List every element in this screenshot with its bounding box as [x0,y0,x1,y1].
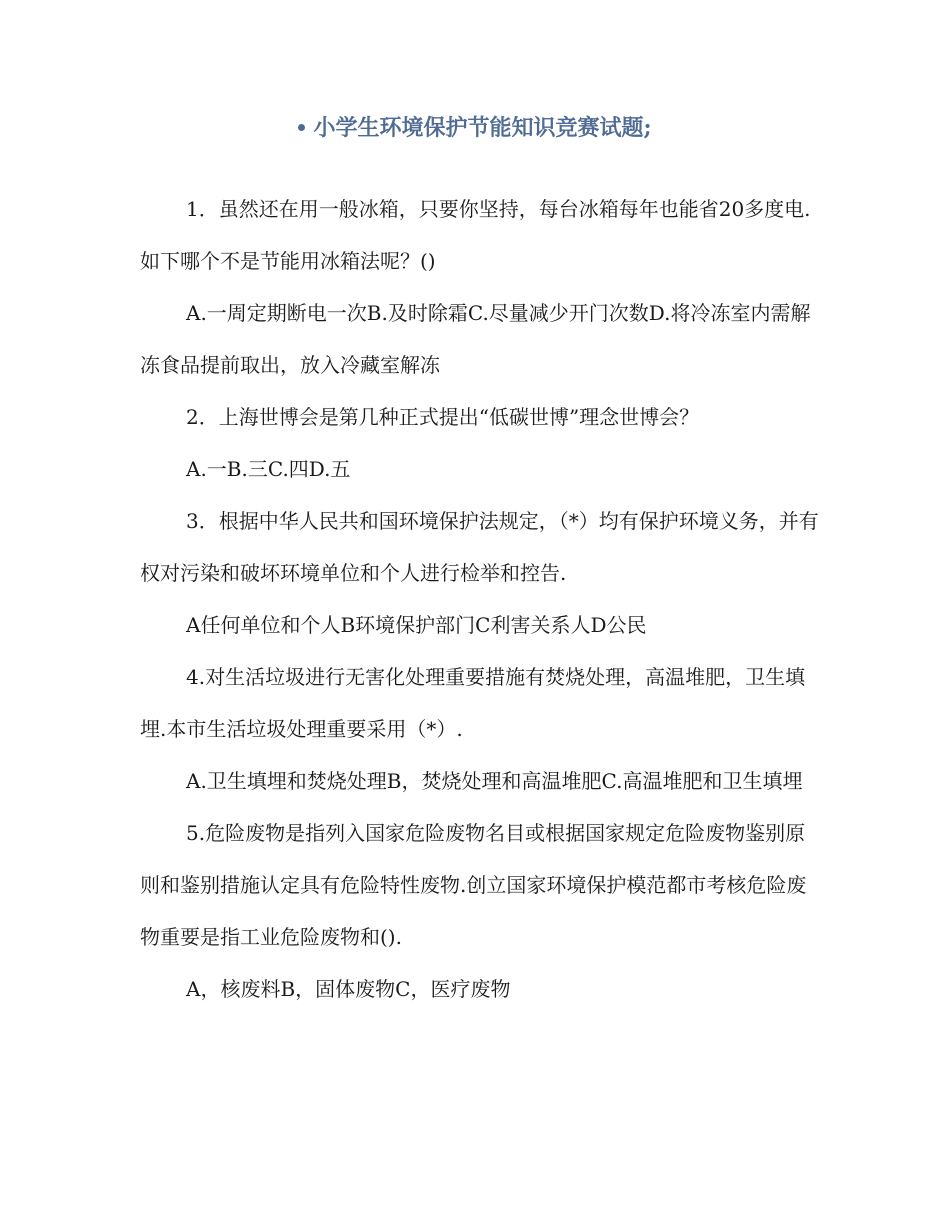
question-4-options: A.卫生填埋和焚烧处理B，焚烧处理和高温堆肥C.高温堆肥和卫生填埋 [186,769,803,793]
question-5-options: A，核废料B，固体废物C，医疗废物 [186,977,511,1001]
document-title: 小学生环境保护节能知识竞赛试题; [313,115,652,141]
question-3: 3．根据中华人民共和国环境保护法规定，（*）均有保护环境义务，并有权对污染和破坏环境单位和个人进行检举和控告. [140,509,819,585]
question-5: 5.危险废物是指列入国家危险废物名目或根据国家规定危险废物鉴别原则和鉴别措施认定具有危险特性废物.创立国家环境保护模范都市考核危险废物重要是指工业危险废物和(). [140,821,807,949]
question-2-options: A.一B.三C.四D.五 [186,457,351,481]
question-1: 1．虽然还在用一般冰箱，只要你坚持，每台冰箱每年也能省20多度电.如下哪个不是节能用冰箱法呢？() [140,197,811,273]
bullet-dot-icon [298,124,305,131]
question-2: 2．上海世博会是第几种正式提出“低碳世博”理念世博会？ [186,405,700,429]
document-body [140,183,820,1015]
question-3-options: A任何单位和个人B环境保护部门C利害关系人D公民 [186,613,647,637]
question-1-options: A.一周定期断电一次B.及时除霜C.尽量减少开门次数D.将冷冻室内需解冻食品提前取出，放入冷藏室解冻 [140,301,811,377]
question-4: 4.对生活垃圾进行无害化处理重要措施有焚烧处理，高温堆肥，卫生填埋.本市生活垃圾处理重要采用（*）. [140,665,806,741]
document-title-line [0,112,950,144]
